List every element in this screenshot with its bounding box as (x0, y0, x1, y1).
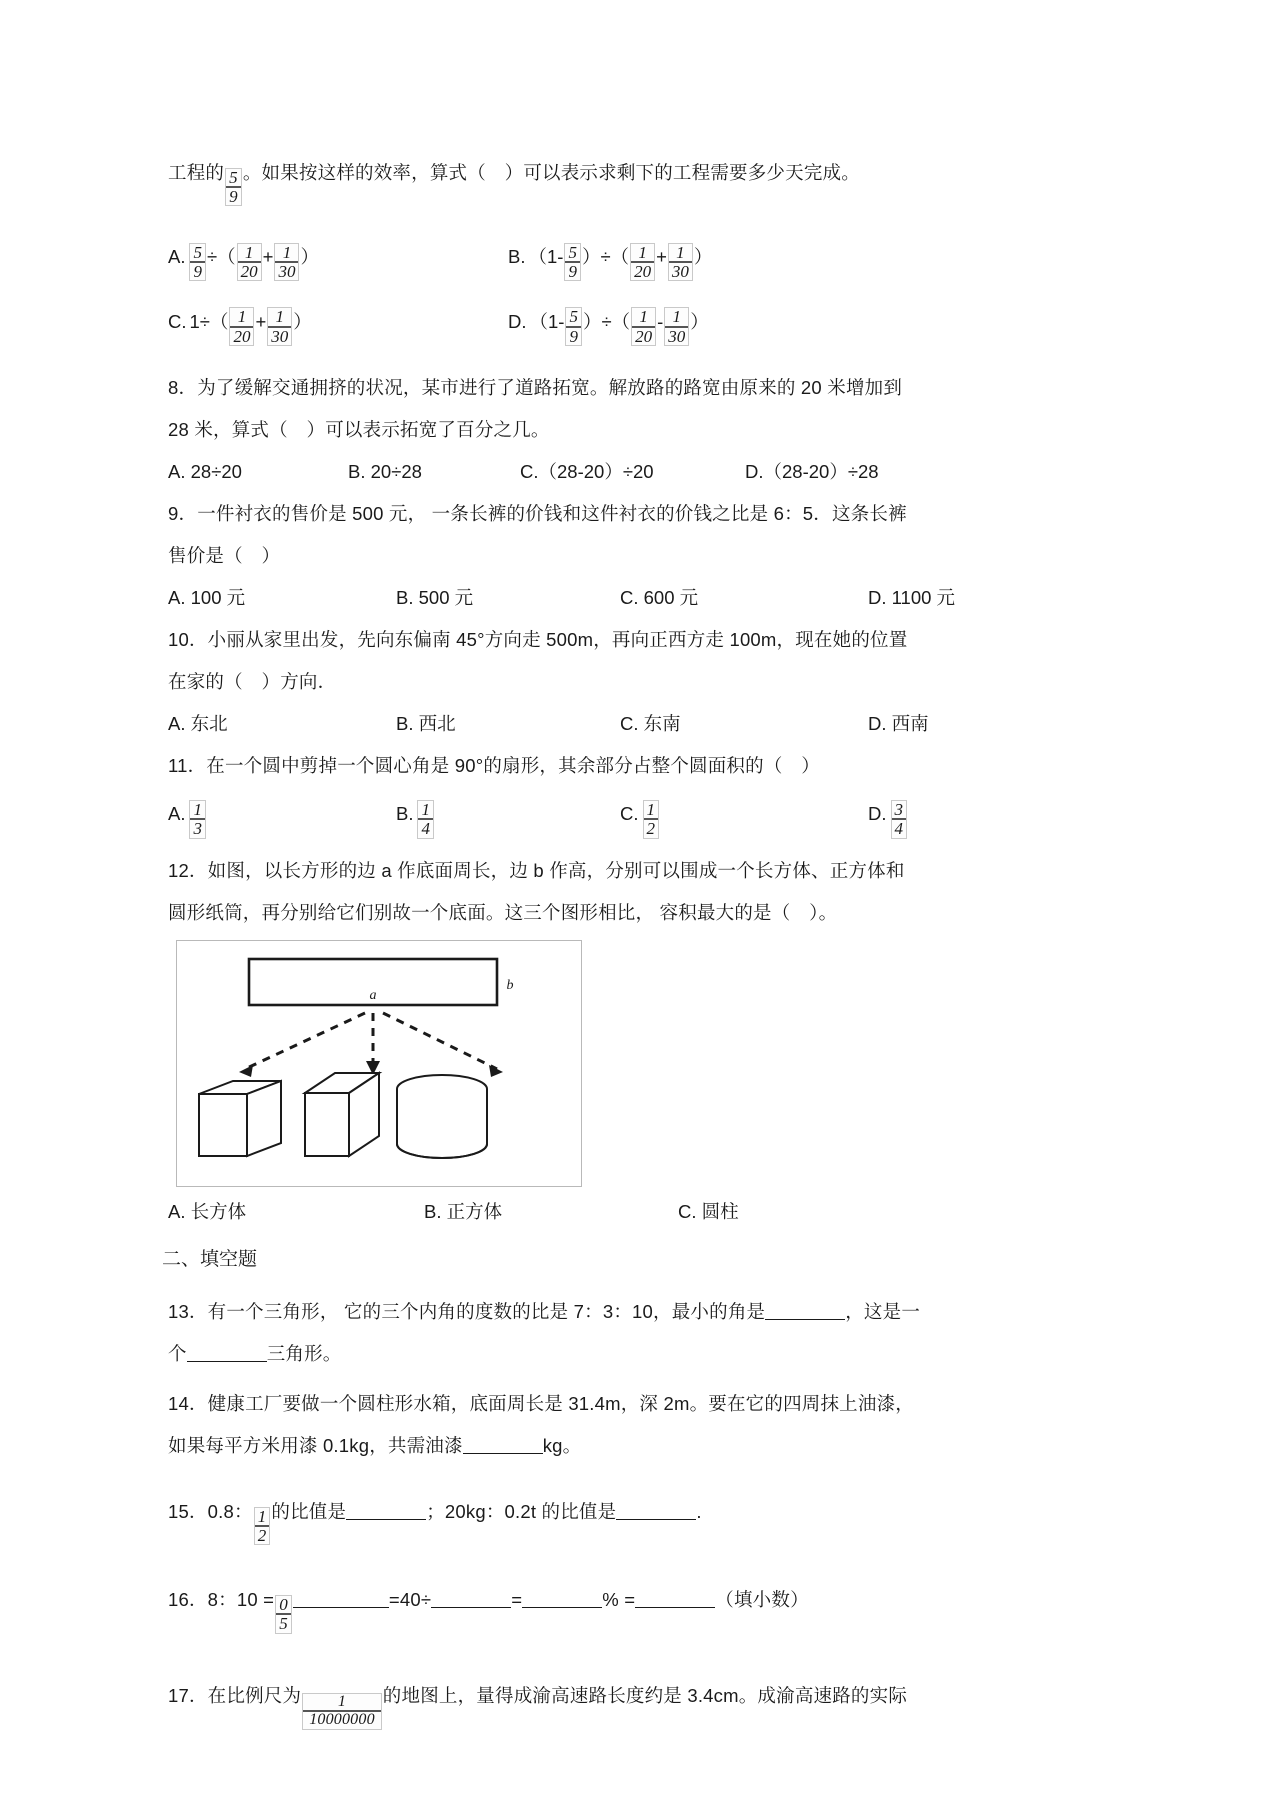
arrowhead-right (489, 1065, 503, 1077)
question-17-line (168, 1675, 1120, 1737)
q7-d-suffix: ） (690, 310, 709, 332)
q7-a-plus: + (262, 246, 274, 268)
question-11-line-1: 11．在一个圆中剪掉一个圆心角是 90°的扇形，其余部分占整个圆面积的（ ） (168, 755, 820, 777)
fraction-5-9 (565, 307, 582, 346)
fraction-denominator: 30 (671, 261, 689, 281)
fraction-0-5 (275, 1595, 292, 1634)
question-12-option-a[interactable]: A. 长方体 (168, 1201, 247, 1223)
q7-b-prefix: （1- (528, 246, 564, 268)
q7-stem-post: 。如果按这样的效率，算式（ ）可以表示求剩下的工程需要多少天完成。 (242, 162, 860, 183)
answer-blank[interactable] (431, 1589, 511, 1609)
fraction-1-20 (630, 243, 655, 282)
fraction-numerator: 5 (565, 244, 580, 263)
answer-blank[interactable] (463, 1435, 543, 1455)
fraction-denominator: 20 (635, 326, 653, 346)
fraction-numerator: 0 (276, 1596, 291, 1615)
fraction-1-30 (664, 307, 689, 346)
q7-a-suffix: ） (300, 246, 319, 268)
option-label-c: C. (620, 803, 639, 825)
fraction-denominator: 20 (240, 261, 258, 281)
q7-a-prefix: ÷（ (206, 246, 236, 268)
question-9-line-2: 售价是（ ） (168, 545, 281, 567)
answer-blank[interactable] (187, 1343, 267, 1363)
fraction-1-4 (417, 800, 434, 839)
question-12-figure (176, 940, 582, 1187)
arrowhead-left (239, 1065, 253, 1077)
fraction-numerator: 1 (418, 801, 433, 820)
question-12-line-1: 12．如图，以长方形的边 a 作底面周长，边 b 作高，分别可以围成一个长方体、正方体和 (168, 860, 905, 882)
cylinder-shape (397, 1075, 487, 1158)
question-13-text-pre: 13．有一个三角形， 它的三个内角的度数的比是 7：3：10，最小的角是 (168, 1301, 766, 1323)
fraction-1-2 (254, 1507, 271, 1546)
question-11-option-a[interactable] (168, 787, 396, 844)
fraction-denominator: 9 (568, 261, 577, 281)
fraction-denominator: 30 (271, 326, 289, 346)
fraction-denominator: 2 (646, 819, 655, 839)
fraction-denominator: 4 (421, 819, 430, 839)
question-13-line-2 (168, 1333, 1120, 1375)
question-9-line-1: 9．一件衬衣的售价是 500 元， 一条长裤的价钱和这件衬衣的价钱之比是 6：5．这条长裤 (168, 503, 907, 525)
fraction-numerator: 1 (230, 308, 253, 327)
question-9-option-d[interactable]: D. 1100 元 (868, 587, 956, 609)
fraction-denominator: 30 (278, 261, 296, 281)
question-7-option-b[interactable] (508, 236, 712, 287)
question-7-option-c[interactable] (168, 301, 508, 352)
option-label-a: A. (168, 246, 186, 268)
question-14-text-post: kg。 (542, 1435, 582, 1457)
figure-label-b: b (506, 978, 514, 994)
section-2-heading: 二、填空题 (162, 1249, 258, 1271)
question-14-line-2 (168, 1425, 1120, 1467)
option-label-d: D. (868, 803, 887, 825)
question-11-options (168, 787, 1120, 844)
answer-blank[interactable] (765, 1301, 845, 1321)
fraction-denominator: 4 (894, 819, 903, 839)
q7-c-suffix: ） (293, 310, 312, 332)
q7-b-suffix: ） (693, 246, 713, 268)
question-8-option-b[interactable]: B. 20÷28 (348, 461, 422, 483)
question-13-text-post: ，这是一 (845, 1301, 921, 1323)
question-7-options-row-2 (168, 301, 1120, 352)
fraction-1-30 (267, 307, 292, 346)
question-12-line-2: 圆形纸筒，再分别给它们别故一个底面。这三个图形相比， 容积最大的是（ ）。 (168, 902, 838, 924)
question-10-line-2: 在家的（ ）方向． (168, 671, 337, 693)
question-9-options (168, 577, 1120, 619)
fraction-numerator: 5 (190, 244, 205, 263)
question-11-option-d[interactable] (868, 787, 908, 844)
fraction-numerator: 3 (892, 801, 907, 820)
q7-d-mid: ）÷（ (582, 310, 631, 332)
fraction-numerator: 1 (631, 244, 654, 263)
question-8-line-2: 28 米，算式（ ）可以表示拓宽了百分之几。 (168, 419, 550, 441)
question-16-percent: % = (602, 1589, 636, 1611)
fraction-denominator: 20 (634, 261, 652, 281)
fraction-numerator: 1 (190, 801, 205, 820)
question-13-line-1 (168, 1291, 1120, 1333)
answer-blank[interactable] (293, 1589, 389, 1609)
q7-c-prefix: 1÷（ (189, 310, 229, 332)
q7-c-plus: + (255, 310, 267, 332)
question-13-text-pre-2: 个 (168, 1343, 187, 1365)
fraction-denominator: 30 (668, 326, 686, 346)
option-label-b: B. (396, 803, 414, 825)
question-10-option-b[interactable]: B. 西北 (396, 713, 456, 735)
question-8-option-d[interactable]: D.（28-20）÷28 (745, 461, 879, 483)
question-14-line-1: 14．健康工厂要做一个圆柱形水箱，底面周长是 31.4m，深 2m。要在它的四周抹上油漆， (168, 1393, 914, 1415)
fraction-1-20 (237, 243, 262, 282)
answer-blank[interactable] (635, 1589, 715, 1609)
option-label-b: B. (508, 246, 526, 268)
fraction-5-9 (564, 243, 581, 282)
question-7-options-row-1 (168, 236, 1120, 287)
question-17-text-post: 的地图上，量得成渝高速路长度约是 3.4cm。成渝高速路的实际 (382, 1685, 908, 1707)
cuboid-shape (199, 1081, 281, 1156)
question-16-text-pre: 16．8：10 = (168, 1589, 275, 1611)
question-8-options (168, 451, 1120, 493)
fraction-numerator: 1 (268, 308, 291, 327)
question-15-text-mid-2: ；20kg：0.2t 的比值是 (426, 1501, 617, 1523)
q7-stem-pre: 工程的 (168, 162, 225, 183)
question-11-option-b[interactable] (396, 787, 620, 844)
question-9-option-b[interactable]: B. 500 元 (396, 587, 474, 609)
question-14-text-pre: 如果每平方米用漆 0.1kg，共需油漆 (168, 1435, 463, 1457)
fraction-numerator: 1 (644, 801, 659, 820)
question-16-eq-2: = (511, 1589, 523, 1611)
question-7-option-d[interactable] (508, 301, 709, 352)
fraction-1-20 (229, 307, 254, 346)
fraction-denominator: 9 (193, 261, 202, 281)
fraction-5-9 (189, 243, 206, 282)
q7-b-mid: ）÷（ (581, 246, 630, 268)
question-9-option-c[interactable]: C. 600 元 (620, 587, 699, 609)
question-10-options (168, 703, 1120, 745)
question-7-stem (168, 152, 1120, 214)
dashed-arrows (245, 1013, 497, 1069)
fraction-1-30 (668, 243, 693, 282)
option-label-a: A. (168, 803, 186, 825)
fraction-numerator: 5 (226, 169, 241, 188)
fraction-numerator: 1 (669, 244, 692, 263)
fraction-numerator: 1 (255, 1508, 270, 1527)
question-8-option-c[interactable]: C.（28-20）÷20 (520, 461, 654, 483)
q7-d-minus: - (657, 310, 664, 332)
question-16-note: （填小数） (715, 1589, 809, 1611)
question-8-line-1: 8．为了缓解交通拥挤的状况，某市进行了道路拓宽。解放路的路宽由原来的 20 米增加到 (168, 377, 903, 399)
fraction-denominator: 10000000 (309, 1711, 375, 1729)
answer-blank[interactable] (616, 1501, 696, 1521)
question-15-text-post: . (696, 1501, 702, 1523)
fraction-numerator: 1 (275, 244, 298, 263)
fraction-1-20 (631, 307, 656, 346)
answer-blank[interactable] (522, 1589, 602, 1609)
cube-shape (305, 1073, 379, 1156)
q7-b-plus: + (656, 246, 667, 268)
option-label-d: D. (508, 310, 527, 332)
fraction-denominator: 2 (257, 1526, 267, 1546)
fraction-numerator: 1 (238, 244, 261, 263)
fraction-3-4 (891, 800, 908, 839)
question-8-option-a[interactable]: A. 28÷20 (168, 461, 242, 483)
question-15-line (168, 1491, 1120, 1553)
question-12-option-c[interactable]: C. 圆柱 (678, 1201, 739, 1223)
fraction-1-3 (189, 800, 206, 839)
nets-and-solids-diagram (177, 941, 581, 1186)
fraction-denominator: 20 (233, 326, 251, 346)
fraction-denominator: 9 (569, 326, 578, 346)
option-label-c: C. (168, 310, 187, 332)
fraction-1-2 (643, 800, 660, 839)
fraction-1-10000000 (302, 1693, 382, 1730)
question-11-option-c[interactable] (620, 787, 868, 844)
question-15-text-pre: 15．0.8： (168, 1501, 253, 1523)
question-12-option-b[interactable]: B. 正方体 (424, 1201, 503, 1223)
question-10-option-a[interactable]: A. 东北 (168, 713, 228, 735)
fraction-denominator: 9 (229, 187, 238, 207)
question-12-options (168, 1191, 1120, 1233)
worksheet-page (162, 0, 1120, 1737)
figure-label-a: a (369, 988, 377, 1004)
question-9-option-a[interactable]: A. 100 元 (168, 587, 246, 609)
fraction-5-9 (225, 168, 242, 207)
q7-d-prefix: （1- (529, 310, 565, 332)
question-15-text-mid: 的比值是 (271, 1501, 347, 1523)
fraction-numerator: 1 (632, 308, 655, 327)
question-13-text-post-2: 三角形。 (266, 1343, 342, 1365)
fraction-denominator: 3 (193, 819, 202, 839)
fraction-numerator: 1 (303, 1694, 381, 1712)
question-10-option-c[interactable]: C. 东南 (620, 713, 681, 735)
question-7-option-a[interactable] (168, 236, 508, 287)
question-16-eq-1: =40÷ (388, 1589, 432, 1611)
question-10-option-d[interactable]: D. 西南 (868, 713, 929, 735)
fraction-denominator: 5 (279, 1614, 288, 1634)
question-17-text-pre: 17．在比例尺为 (168, 1685, 302, 1707)
fraction-numerator: 1 (665, 308, 688, 327)
question-16-line (168, 1579, 1120, 1641)
fraction-1-30 (274, 243, 299, 282)
fraction-numerator: 5 (566, 308, 581, 327)
question-10-line-1: 10．小丽从家里出发，先向东偏南 45°方向走 500m，再向正西方走 100m，现在她的位置 (168, 629, 908, 651)
answer-blank[interactable] (346, 1501, 426, 1521)
